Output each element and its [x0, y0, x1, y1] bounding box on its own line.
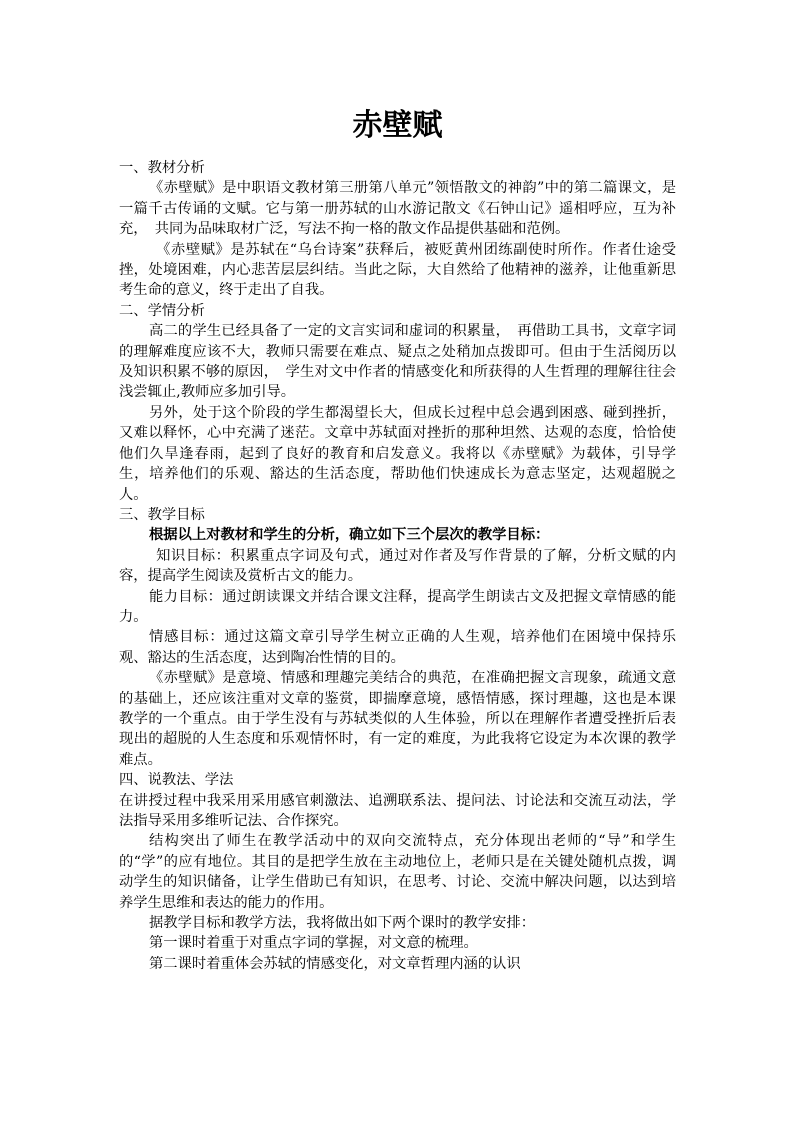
section-heading-teaching-goals: 三、教学目标 — [119, 506, 205, 523]
section-heading-teaching-methods: 四、说教法、学法 — [119, 772, 234, 789]
paragraph: 在讲授过程中我采用采用感官刺激法、追溯联系法、提问法、讨论法和交流互动法，学法指导采用多维听记法、合作探究。 — [119, 792, 676, 829]
paragraph-lesson-two: 第二课时着重体会苏轼的情感变化，对文章哲理内涵的认识 — [149, 955, 521, 972]
paragraph: 《赤壁赋》是意境、情感和理趣完美结合的典范，在准确把握文言现象，疏通文意的基础上，还应该注重对文章的鉴赏，即揣摩意境，感悟情感，探讨理趣，这也是本课教学的一个重点。由于学生没有与苏轼类似的人生体验，所以在理解作者遭受挫折后表现出的超脱的人生态度和乐观情怀时，有一定的难度，为此我将它设定为本次课的教学难点。 — [119, 670, 676, 768]
section-heading-textbook-analysis: 一、教材分析 — [119, 160, 205, 176]
paragraph: 《赤壁赋》是苏轼在“乌台诗案”获释后，被贬黄州团练副使时所作。作者仕途受挫，处境困难，内心悲苦层层纠结。当此之际，大自然给了他精神的滋养，让他重新思考生命的意义，终于走出了自我。 — [119, 241, 676, 299]
paragraph-emotion-goal: 情感目标：通过这篇文章引导学生树立正确的人生观，培养他们在困境中保持乐观、豁达的生活态度，达到陶冶性情的目的。 — [119, 629, 676, 666]
paragraph: 据教学目标和教学方法，我将做出如下两个课时的教学安排： — [149, 915, 536, 932]
goals-lead-sentence: 根据以上对教材和学生的分析，确立如下三个层次的教学目标： — [149, 527, 550, 544]
paragraph: 高二的学生已经具备了一定的文言实词和虚词的积累量， 再借助工具书，文章字词的理解难度应该不大，教师只需要在难点、疑点之处稍加点拨即可。但由于生活阅历以及知识积累不够的原因， 学生对文中作者的情感变化和所获得的人生哲理的理解往往会浅尝辄止,教师应多加引导。 — [119, 323, 676, 401]
paragraph: 另外，处于这个阶段的学生都渴望长大，但成长过程中总会遇到困惑、碰到挫折，又难以释怀，心中充满了迷茫。文章中苏轼面对挫折的那种坦然、达观的态度，恰恰使他们久旱逢春雨，起到了良好的教育和启发意义。我将以《赤壁赋》为载体，引导学生，培养他们的乐观、豁达的生活态度，帮助他们快速成长为意志坚定，达观超脱之人。 — [119, 404, 676, 503]
document-title: 赤壁赋 — [352, 108, 443, 143]
paragraph-lesson-one: 第一课时着重于对重点字词的掌握，对文意的梳理。 — [149, 935, 478, 952]
paragraph: 《赤壁赋》是中职语文教材第三册第八单元”领悟散文的神韵”中的第二篇课文，是一篇千古传诵的文赋。它与第一册苏轼的山水游记散文《石钟山记》遥相呼应，互为补充， 共同为品味取材广泛，写法不拘一格的散文作品提供基础和范例。 — [119, 180, 676, 238]
paragraph-knowledge-goal: 知识目标：积累重点字词及句式，通过对作者及写作背景的了解，分析文赋的内容，提高学生阅读及赏析古文的能力。 — [119, 547, 676, 585]
paragraph: 结构突出了师生在教学活动中的双向交流特点，充分体现出老师的“导”和学生的“学”的应有地位。其目的是把学生放在主动地位上，老师只是在关键处随机点拨，调动学生的知识储备，让学生借助已有知识，在思考、讨论、交流中解决问题，以达到培养学生思维和表达的能力的作用。 — [119, 833, 676, 911]
paragraph-ability-goal: 能力目标：通过朗读课文并结合课文注释，提高学生朗读古文及把握文章情感的能力。 — [119, 588, 676, 625]
document-body — [119, 158, 676, 974]
section-heading-student-analysis: 二、学情分析 — [119, 302, 205, 319]
